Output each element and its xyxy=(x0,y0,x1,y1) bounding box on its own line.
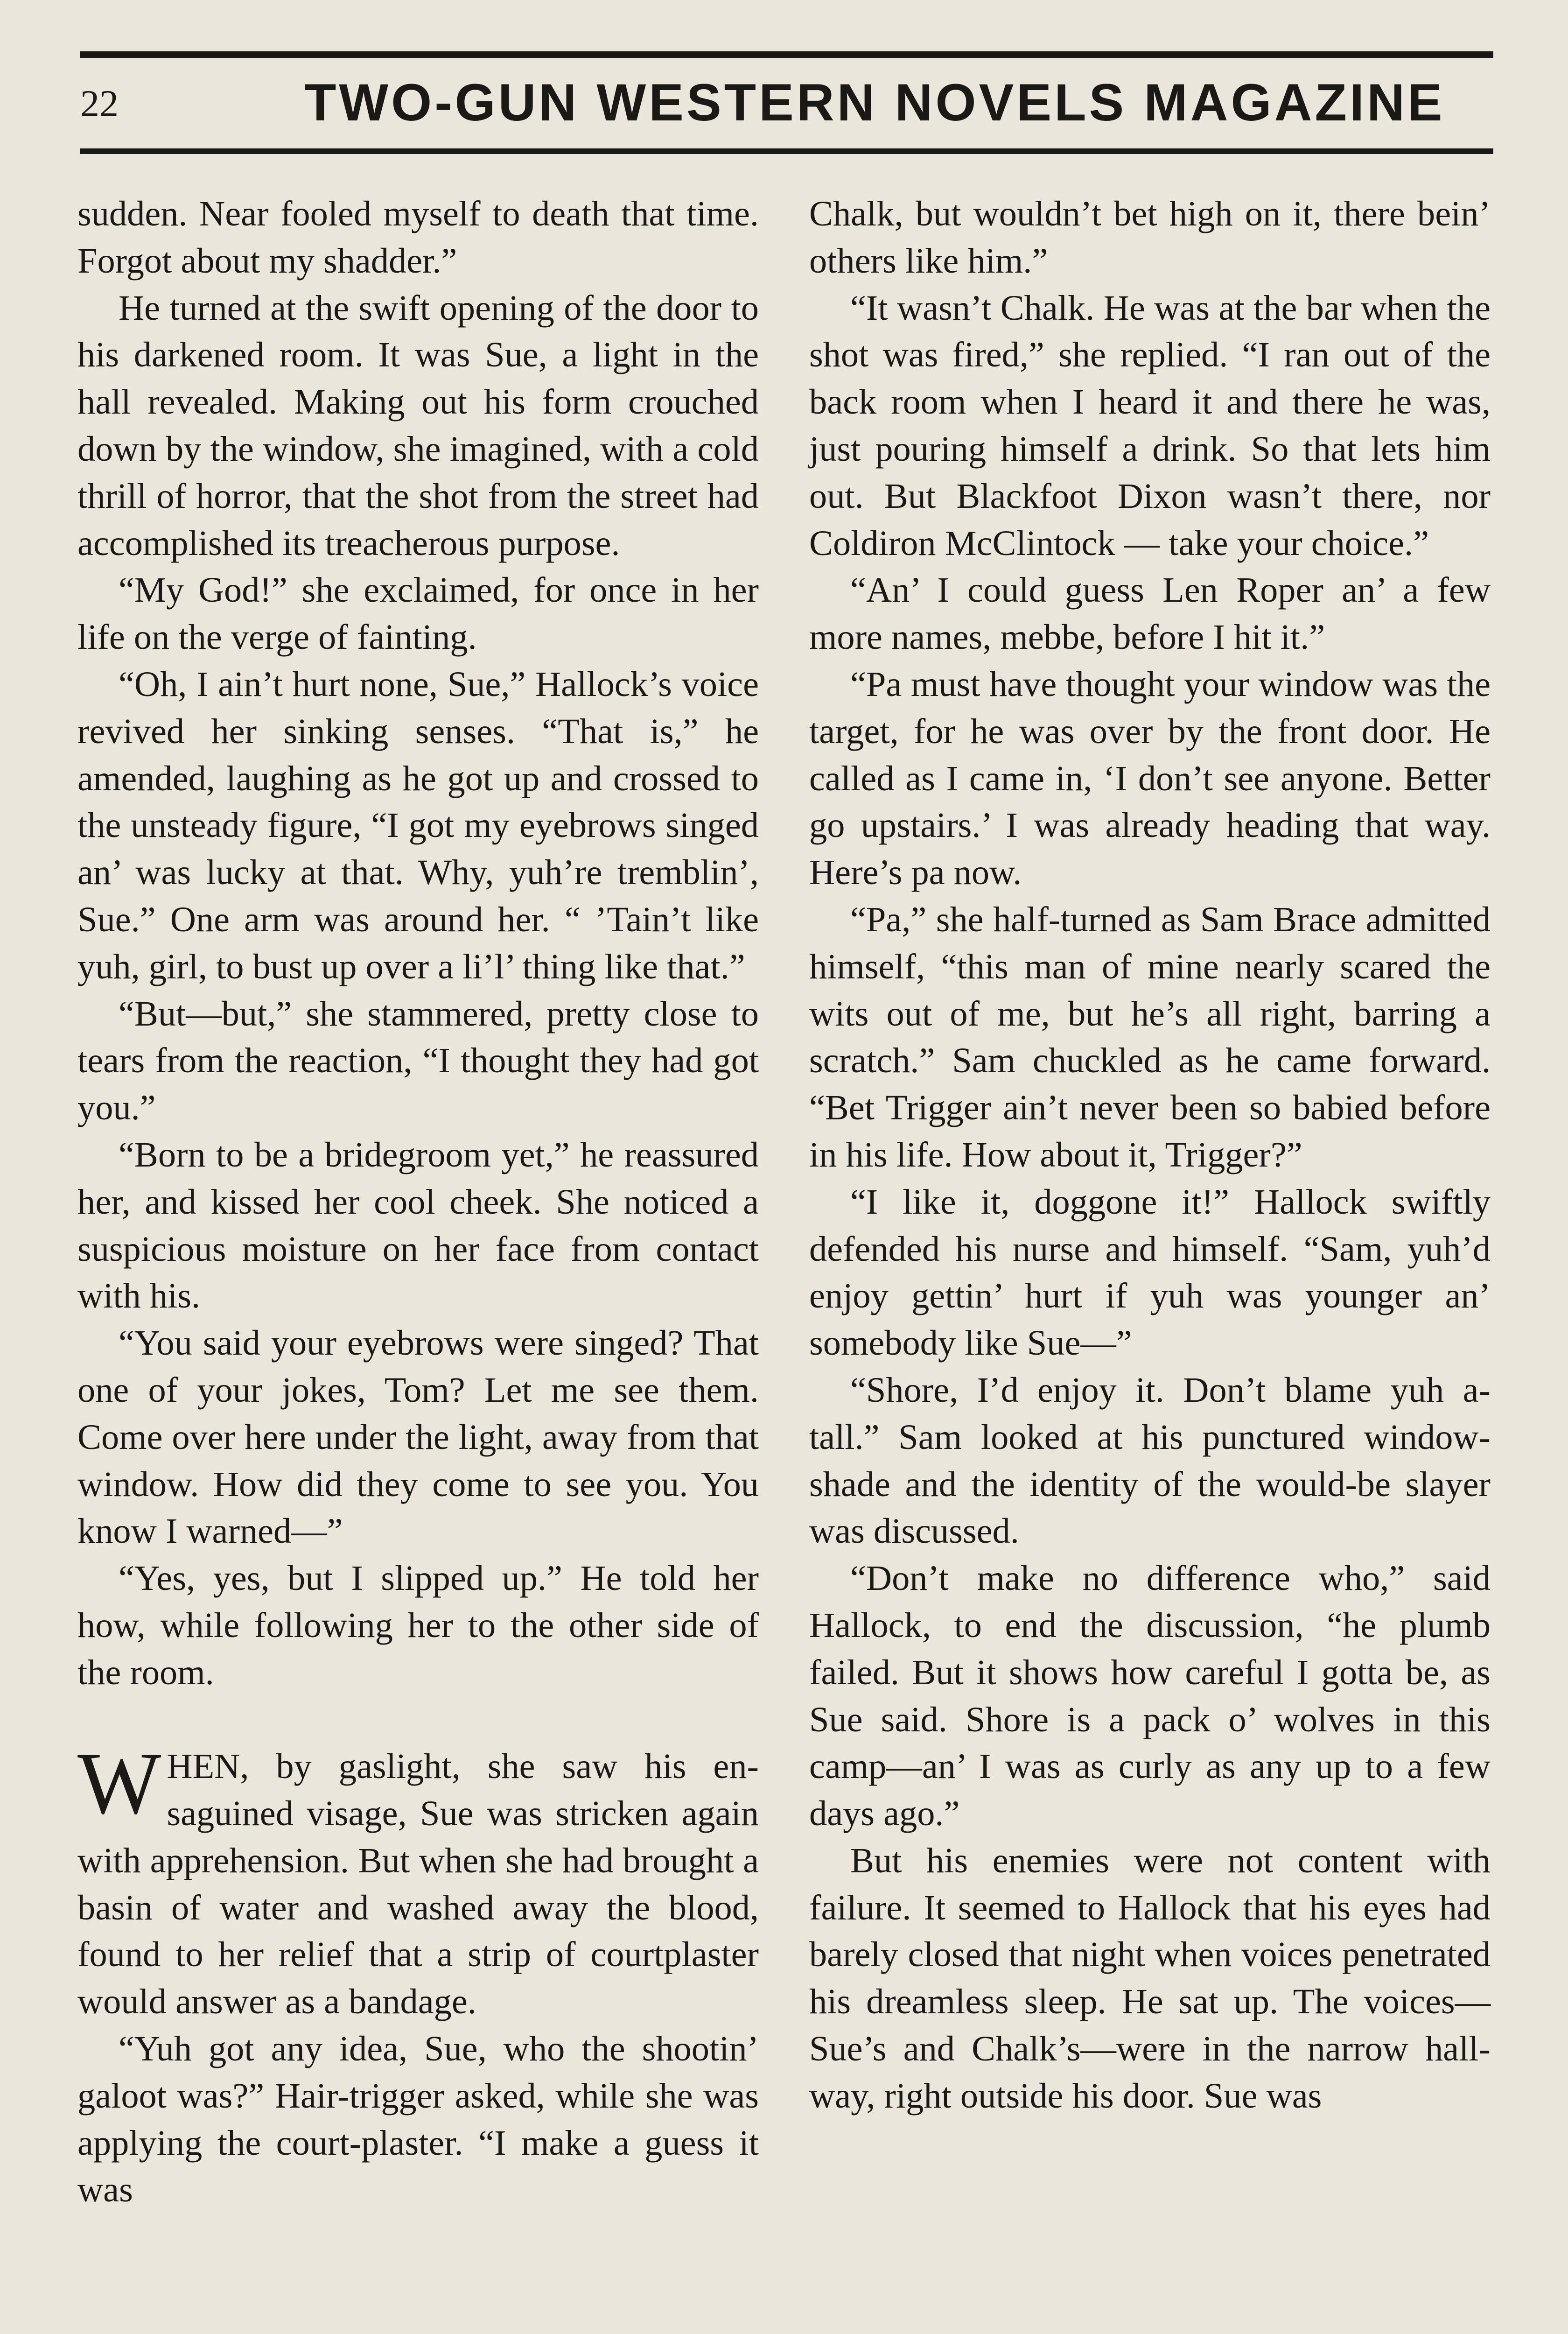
story-paragraph: “It wasn’t Chalk. He was at the bar when the shot was fired,” she replied. “I ran out of the back room when I heard it and there he was, just pouring himself a drink. So that lets him out. But Blackfoot Dixon wasn’t there, nor Coldiron McClintock — take your choice.” xyxy=(809,288,1491,563)
left-column xyxy=(77,190,759,2214)
header-rule-top xyxy=(80,51,1493,58)
story-paragraph: “My God!” she exclaimed, for once in her life on the verge of fainting. xyxy=(77,570,759,657)
story-paragraph: He turned at the swift opening of the door to his darkened room. It was Sue, a light in the hall revealed. Making out his form crouched down by the window, she imagined, with a cold thrill of horror, that the shot from the street had accomplished its treacherous purpose. xyxy=(77,288,759,563)
story-paragraph: “Yes, yes, but I slipped up.” He told her how, while following her to the other side of the room. xyxy=(77,1558,759,1692)
magazine-title: TWO-GUN WESTERN NOVELS MAGAZINE xyxy=(304,73,1445,132)
page-number: 22 xyxy=(80,82,119,125)
story-paragraph: “An’ I could guess Len Roper an’ a few more names, mebbe, before I hit it.” xyxy=(809,570,1491,657)
page-header xyxy=(80,65,1493,145)
story-paragraph: “You said your eyebrows were singed? That one of your jokes, Tom? Let me see them. Come over here under the light, away from that window. How did they come to see you. You know I warned—” xyxy=(77,1323,759,1551)
story-paragraph: sudden. Near fooled myself to death that time. Forgot about my shadder.” xyxy=(77,194,759,281)
story-paragraph: “Shore, I’d enjoy it. Don’t blame yuh a-tall.” Sam looked at his punctured window-shade and the identity of the would-be slayer was discussed. xyxy=(809,1370,1491,1551)
story-paragraph: “Pa must have thought your window was the target, for he was over by the front door. He called as I came in, ‘I don’t see anyone. Better go upstairs.’ I was already heading that way. Here’s pa now. xyxy=(809,664,1491,893)
drop-cap: W xyxy=(77,1735,161,1833)
header-rule-bottom xyxy=(80,148,1493,154)
story-paragraph: “Yuh got any idea, Sue, who the shootin’ galoot was?” Hair-trigger asked, while she was applying the court-plaster. “I make a guess it was xyxy=(77,2029,759,2210)
section-start-paragraph xyxy=(77,1735,759,2025)
story-paragraph: “Oh, I ain’t hurt none, Sue,” Hallock’s voice revived her sinking senses. “That is,” he amended, laughing as he got up and crossed to the unsteady figure, “I got my eyebrows singed an’ was lucky at that. Why, yuh’re tremblin’, Sue.” One arm was around her. “ ’Tain’t like yuh, girl, to bust up over a li’l’ thing like that.” xyxy=(77,664,759,986)
story-paragraph: “But—but,” she stammered, pretty close to tears from the reaction, “I thought they had got you.” xyxy=(77,993,759,1128)
story-paragraph: Chalk, but wouldn’t bet high on it, there bein’ others like him.” xyxy=(809,194,1491,281)
section-start-text: HEN, by gaslight, she saw his ensaguined visage, Sue was stricken again with apprehension. But when she had brought a basin of water and washed away the blood, found to her relief that a strip of courtplaster would answer as a bandage. xyxy=(77,1746,759,2022)
story-paragraph: “Pa,” she half-turned as Sam Brace admitted himself, “this man of mine nearly scared the wits out of me, but he’s all right, barring a scratch.” Sam chuckled as he came forward. “Bet Trigger ain’t never been so babied before in his life. How about it, Trigger?” xyxy=(809,899,1491,1174)
story-paragraph: “Don’t make no difference who,” said Hallock, to end the discussion, “he plumb failed. But it shows how careful I gotta be, as Sue said. Shore is a pack o’ wolves in this camp—an’ I was as curly as any up to a few days ago.” xyxy=(809,1558,1491,1834)
story-paragraph: “I like it, doggone it!” Hallock swiftly defended his nurse and himself. “Sam, yuh’d enjoy gettin’ hurt if yuh was younger an’ somebody like Sue—” xyxy=(809,1181,1491,1363)
right-column xyxy=(809,190,1491,2120)
story-paragraph: “Born to be a bridegroom yet,” he reassured her, and kissed her cool cheek. She noticed a suspicious moisture on her face from contact with his. xyxy=(77,1134,759,1316)
story-paragraph: But his enemies were not content with failure. It seemed to Hallock that his eyes had barely closed that night when voices penetrated his dreamless sleep. He sat up. The voices—Sue’s and Chalk’s—were in the narrow hallway, right outside his door. Sue was xyxy=(809,1840,1491,2116)
